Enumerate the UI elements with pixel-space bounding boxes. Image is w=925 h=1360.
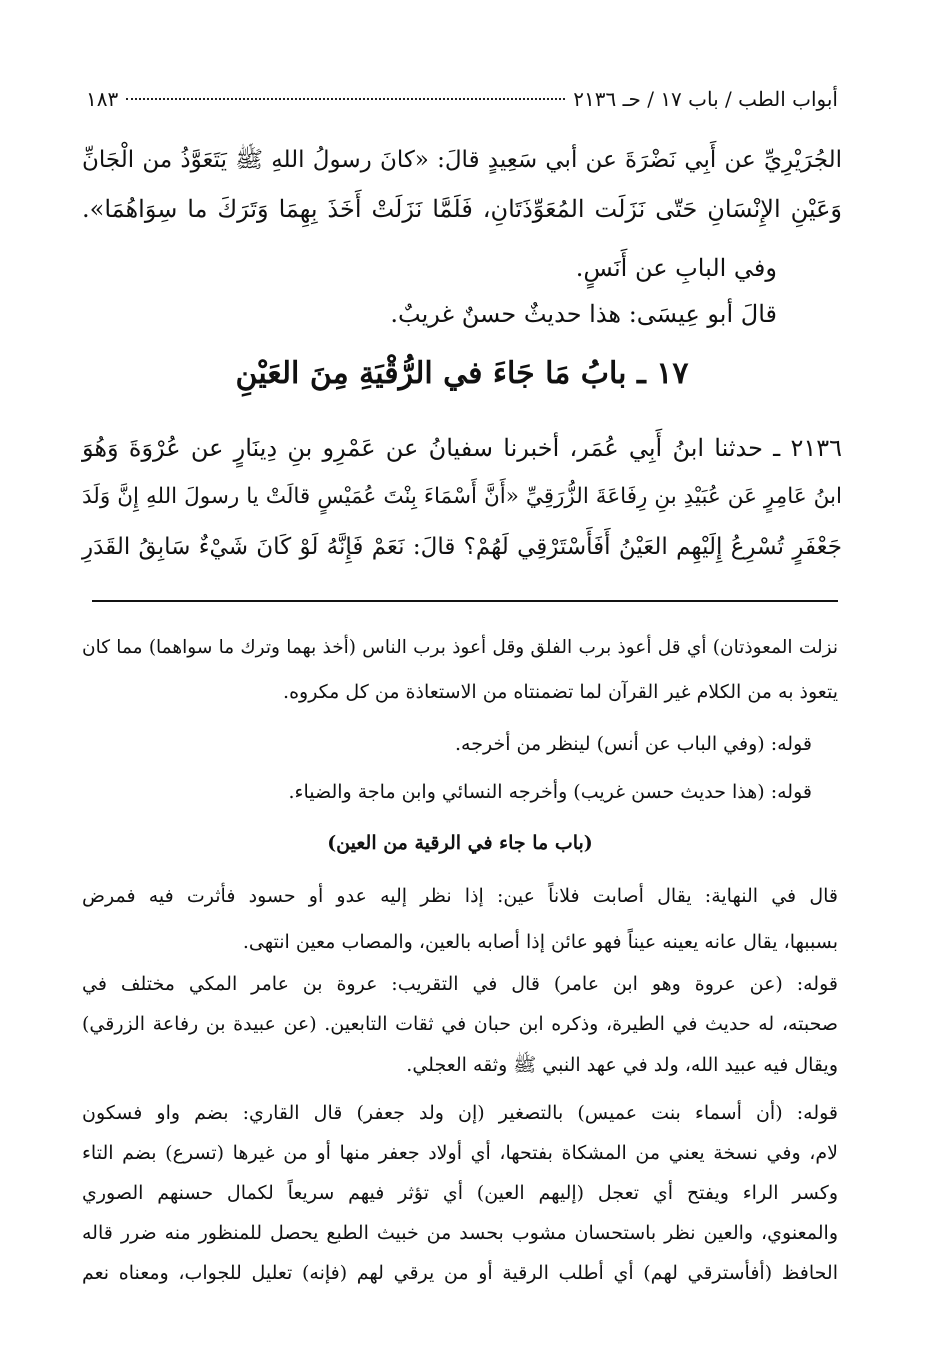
commentary-line: وكسر الراء ويفتح أي تعجل (إليهم العين) أي تؤثر فيهم سريعاً لكمال حسنهم الصوري [82, 1182, 838, 1204]
commentary-line: قوله: (أن أسماء بنت عميس) بالتصغير (إن ولد جعفر) قال القاري: بضم واو فسكون [82, 1102, 838, 1124]
leader-dots [126, 98, 565, 100]
commentary-line: الحافظ (أفأسترقي لهم) أي أطلب الرقية أو من يرقي لهم (فإنه) تعليل للجواب، ومعناه نعم [82, 1262, 838, 1284]
main-text-line: وَعَيْنِ الإِنْسَانِ حَتّى نَزَلَت المُعَوِّذَتَانِ، فَلَمَّا نَزَلَتْ أَخَذَ بِهِمَا وَتَرَكَ ما سِوَاهُمَا». [82, 195, 842, 223]
main-text-line: الجُرَيْرِيِّ عن أَبِي نَضْرَةَ عن أبي سَعِيدٍ قالَ: «كانَ رسولُ اللهِ ﷺ يَتَعَوَّذُ من الْجَانِّ [82, 147, 842, 173]
footnote-divider [92, 600, 838, 602]
commentary-line: قوله: (عن عروة وهو ابن عامر) قال في التقريب: عروة بن عامر المكي مختلف في [82, 973, 838, 995]
hadith-text-line: ٢١٣٦ ـ حدثنا ابنُ أَبِي عُمَر، أخبرنا سفيانُ عن عَمْرِو بنِ دِينَارٍ عن عُرْوَةَ وَهُوَ [82, 434, 842, 462]
commentary-line: بسببها، يقال عانه يعينه عيناً فهو عائن إذا أصابه بالعين، والمصاب معين انتهى. [242, 931, 838, 953]
commentary-line: قوله: (وفي الباب عن أنس) لينظر من أخرجه. [455, 733, 812, 755]
page-header [86, 84, 838, 114]
page-number: ١٨٣ [86, 87, 119, 111]
commentary-heading: (باب ما جاء في الرقية من العين) [327, 832, 593, 854]
main-text-line: قالَ أبو عِيسَى: هذا حديثٌ حسنٌ غريبٌ. [390, 300, 777, 328]
commentary-line: والمعنوي، والعين نظر باستحسان مشوب بحسد من خبيث الطبع يحصل للمنظور منه ضرر قاله [82, 1222, 838, 1244]
commentary-line: صحبته، له حديث في الطيرة، وذكره ابن حبان في ثقات التابعين. (عن عبيدة بن رفاعة الزرقي) [82, 1013, 838, 1035]
commentary-line: يتعوذ به من الكلام غير القرآن لما تضمنتاه من الاستعاذة من كل مكروه. [283, 681, 838, 703]
commentary-line: قوله: (هذا حديث حسن غريب) وأخرجه النسائي وابن ماجة والضياء. [288, 781, 812, 803]
hadith-text-line: ابنُ عَامِرٍ عَن عُبَيْدِ بنِ رِفَاعَةَ الزُّرَقِيِّ «أَنَّ أَسْمَاءَ بِنْتَ عُمَيْسٍ قالَتْ يا رسولَ اللهِ إِنَّ وَلَدَ [82, 484, 842, 509]
running-title: أبواب الطب / باب ١٧ / حـ ٢١٣٦ [573, 87, 838, 111]
commentary-line: لام، وفي نسخة يعني من المشكاة بفتحها، أي أولاد جعفر منها أو من غيرها (تسرع) بضم التاء [82, 1142, 838, 1164]
chapter-title: ١٧ ـ بابُ مَا جَاءَ في الرُّقْيَةِ مِنَ العَيْنِ [235, 356, 689, 391]
commentary-line: قال في النهاية: يقال أصابت فلاناً عين: إذا نظر إليه عدو أو حسود فأثرت فيه فمرض [82, 885, 838, 907]
main-text-line: وفي البابِ عن أَنَسٍ. [575, 254, 777, 282]
commentary-line: ويقال فيه عبيد الله، ولد في عهد النبي ﷺ وثقه العجلي. [406, 1054, 838, 1076]
commentary-line: نزلت المعوذتان) أي قل أعوذ برب الفلق وقل أعوذ برب الناس (أخذ بهما وترك ما سواهما) مما كان [82, 637, 838, 658]
hadith-text-line: جَعْفَرٍ تُسْرِعُ إِلَيْهِم العَيْنُ أَفَأَسْتَرْقِي لَهُمْ؟ قالَ: نَعَمْ فَإِنَّهُ لَوْ كَانَ شَيْءٌ سَابِقُ القَدَرِ [82, 534, 842, 560]
